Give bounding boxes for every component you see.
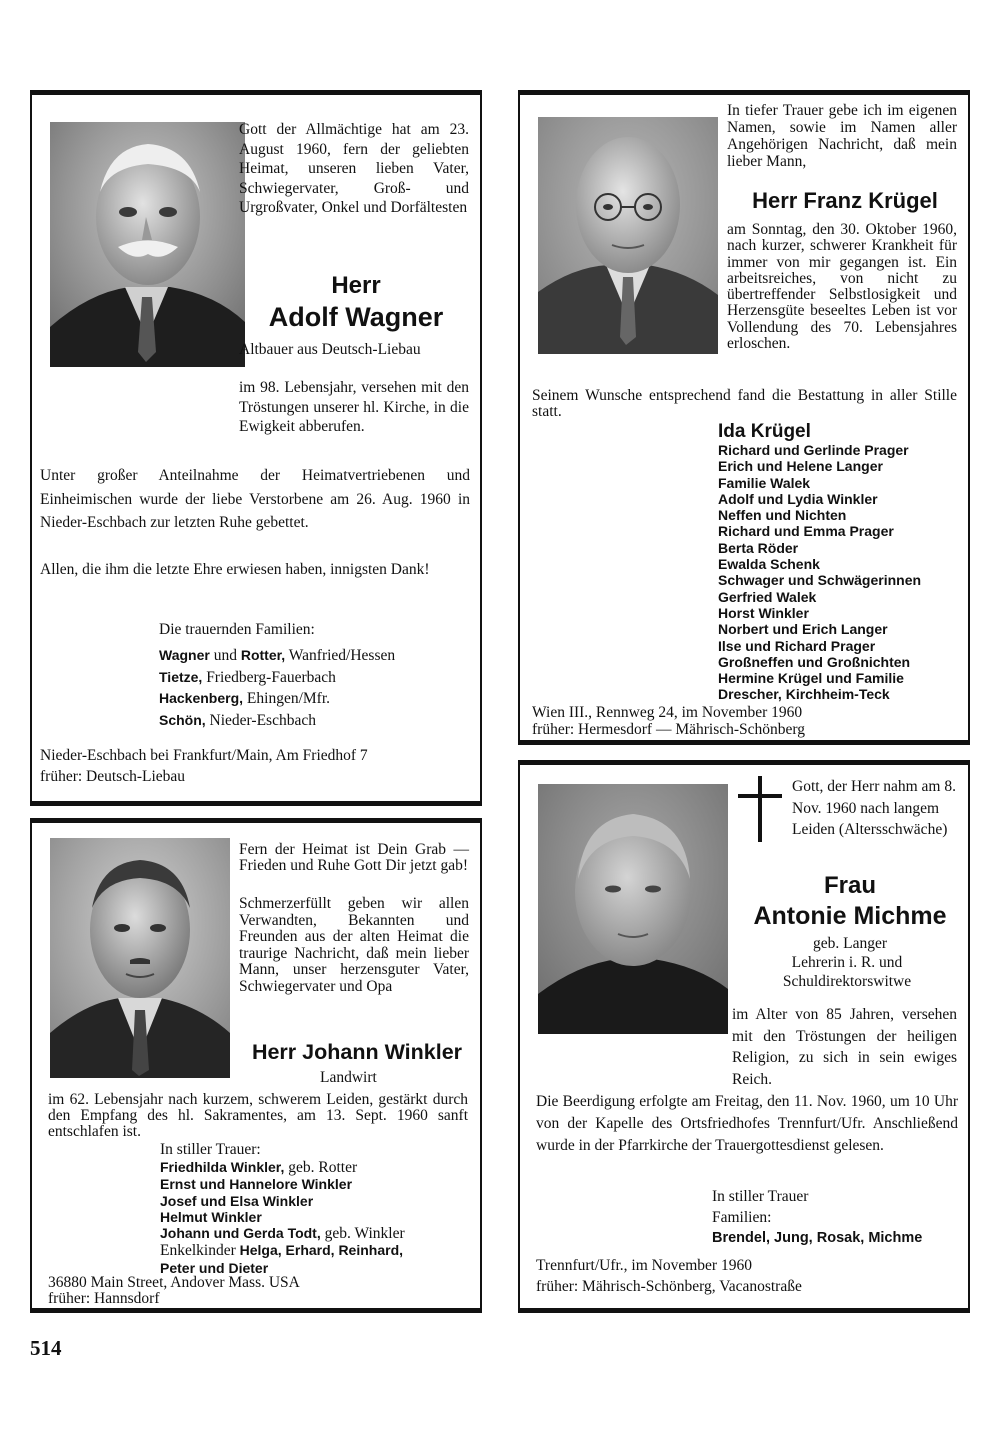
deceased-name: Antonie Michme xyxy=(753,902,947,930)
intro-text: Gott der Allmächtige hat am 23. August 1960, fern der geliebten Heimat, unseren lieben Vater, Schwiegervater, Groß- und Urgroßvater, Onkel und Dorfältesten xyxy=(239,121,469,216)
wish-text: Seinem Wunsche entsprechend fand die Bestattung in aller Stille statt. xyxy=(532,387,957,421)
portrait-photo-wagner xyxy=(50,122,245,367)
mourners-list xyxy=(160,1159,405,1276)
mourner-line: Schwager und Schwägerinnen xyxy=(718,572,922,589)
mourner-line: Richard und Emma Prager xyxy=(718,523,894,540)
mourner-line: Hermine Krügel und Familie xyxy=(718,670,904,687)
address-text: 36880 Main Street, Andover Mass. USA xyxy=(48,1274,300,1291)
mourner-line: Drescher, Kirchheim-Teck xyxy=(718,686,890,703)
mourner-line: Enkelkinder Helga, Erhard, Reinhard, xyxy=(160,1242,404,1260)
age-text: im 98. Lebensjahr, versehen mit den Tröstungen unserer hl. Kirche, in die Ewigkeit abberufen. xyxy=(239,379,469,435)
mourner-line: Berta Röder xyxy=(718,539,799,556)
cross-icon xyxy=(738,776,782,842)
burial-text: Unter großer Anteilnahme der Heimatvertriebenen und Einheimischen wurde der liebe Verstorbene am 26. Aug. 1960 in Nieder-Eschbach zur letzten Ruhe gebettet. xyxy=(40,467,470,531)
mourner-line: Ernst und Hannelore Winkler xyxy=(160,1176,353,1193)
obituary-antonie-michme xyxy=(518,760,970,1313)
obituary-franz-kruegel xyxy=(518,90,970,745)
families-list: Brendel, Jung, Rosak, Michme xyxy=(712,1230,923,1246)
intro-text: In tiefer Trauer gebe ich im eigenen Namen, sowie im Namen aller Angehörigen Nachricht, daß mein lieber Mann, xyxy=(727,102,957,170)
age-text: im Alter von 85 Jahren, versehen mit den Tröstungen der heiligen Religion, zu sich in sein ewiges Reich. xyxy=(732,1006,957,1088)
thanks-text: Allen, die ihm die letzte Ehre erwiesen haben, innigsten Dank! xyxy=(40,561,430,578)
mourner-line: Horst Winkler xyxy=(718,604,809,621)
mourning-label: In stiller Trauer xyxy=(712,1188,809,1205)
mourner-line: Ilse und Richard Prager xyxy=(718,637,876,654)
deceased-name: Herr Johann Winkler xyxy=(251,1040,463,1064)
mourner-line: Familie Walek xyxy=(718,474,811,491)
family-line: Hackenberg, Ehingen/Mfr. xyxy=(159,690,331,707)
funeral-text: Die Beerdigung erfolgte am Freitag, den 11. Nov. 1960, um 10 Uhr von der Kapelle des Ortsfriedhofes Trennfurt/Ufr. Anschließend wurde in der Pfarrkirche der Trauergottesdienst gelesen. xyxy=(536,1093,958,1154)
mourner-line: Friedhilda Winkler, geb. Rotter xyxy=(160,1159,358,1176)
family-line: Wagner und Rotter, Wanfried/Hessen xyxy=(159,647,396,664)
former-residence: früher: Deutsch-Liebau xyxy=(40,768,186,785)
mourner-line: Adolf und Lydia Winkler xyxy=(718,490,878,507)
place-date: Wien III., Rennweg 24, im November 1960 xyxy=(532,704,803,721)
obituary-adolf-wagner xyxy=(30,90,482,806)
mourner-line: Helmut Winkler xyxy=(160,1208,262,1225)
body-text: im 62. Lebensjahr nach kurzem, schwerem Leiden, gestärkt durch den Empfang des hl. Sakramentes, am 13. Sept. 1960 sanft entschlafen ist. xyxy=(48,1091,468,1140)
body-text: am Sonntag, den 30. Oktober 1960, nach kurzer, schwerer Krankheit für immer von mir gegangen ist. Ein arbeitsreiches, von nicht zu übertreffender Selbstlosigkeit und Herzensgüte beseeltes Leben ist vor Vollendung des 70. Lebensjahres erloschen. xyxy=(727,221,957,353)
family-line: Tietze, Friedberg-Fauerbach xyxy=(159,668,336,686)
place-date: Trennfurt/Ufr., im November 1960 xyxy=(536,1257,752,1274)
title-text: Lehrerin i. R. und Schuldirektorswitwe xyxy=(782,954,912,990)
mourners-list xyxy=(718,442,921,703)
mourning-label: In stiller Trauer: xyxy=(160,1141,261,1158)
intro-text: Gott, der Herr nahm am 8. Nov. 1960 nach langem Leiden (Altersschwäche) xyxy=(792,778,956,838)
portrait-photo-winkler xyxy=(50,838,230,1078)
mourner-line: Ewalda Schenk xyxy=(718,556,820,573)
page-number: 514 xyxy=(30,1336,62,1360)
portrait-photo-michme xyxy=(538,784,728,1034)
deceased-name: Herr Franz Krügel xyxy=(752,188,938,213)
occupation: Landwirt xyxy=(320,1069,377,1086)
intro-text: Schmerzerfüllt geben wir allen Verwandten, Bekannten und Freunden aus der alten Heimat die traurige Nachricht, daß mein lieber Mann, unser herzensguter Vater, Schwiegervater und Opa xyxy=(239,895,469,995)
mourner-line: Peter und Dieter xyxy=(160,1259,269,1276)
obituary-johann-winkler xyxy=(30,818,482,1313)
families-list xyxy=(159,645,395,731)
mourner-line: Johann und Gerda Todt, geb. Winkler xyxy=(160,1225,405,1243)
subtitle-text: Altbauer aus Deutsch-Liebau xyxy=(239,341,421,358)
deceased-name: Adolf Wagner xyxy=(268,302,444,332)
address-text: Nieder-Eschbach bei Frankfurt/Main, Am Friedhof 7 xyxy=(40,747,368,764)
portrait-photo-kruegel xyxy=(538,117,718,354)
former-residence: früher: Mährisch-Schönberg, Vacanostraße xyxy=(536,1278,802,1295)
families-label: Familien: xyxy=(712,1209,772,1226)
mourner-line: Richard und Gerlinde Prager xyxy=(718,442,909,458)
mourner-line: Norbert und Erich Langer xyxy=(718,621,888,638)
former-residence: früher: Hannsdorf xyxy=(48,1290,160,1307)
family-line: Schön, Nieder-Eschbach xyxy=(159,711,316,729)
former-residence: früher: Hermesdorf — Mährisch-Schönberg xyxy=(532,721,806,738)
mourner-line: Neffen und Nichten xyxy=(718,507,847,524)
maiden-name: geb. Langer xyxy=(812,935,888,952)
deceased-name-prefix: Herr xyxy=(331,272,381,299)
mourner-line: Gerfried Walek xyxy=(718,588,817,605)
mourner-line: Josef und Elsa Winkler xyxy=(160,1192,314,1209)
families-label: Die trauernden Familien: xyxy=(159,621,315,638)
deceased-name-prefix: Frau xyxy=(823,872,876,899)
intro-verse: Fern der Heimat ist Dein Grab — Frieden und Ruhe Gott Dir jetzt gab! xyxy=(239,841,469,874)
mourner-line: Erich und Helene Langer xyxy=(718,458,883,475)
mourner-line: Großneffen und Großnichten xyxy=(718,653,911,670)
widow-name: Ida Krügel xyxy=(718,421,811,442)
